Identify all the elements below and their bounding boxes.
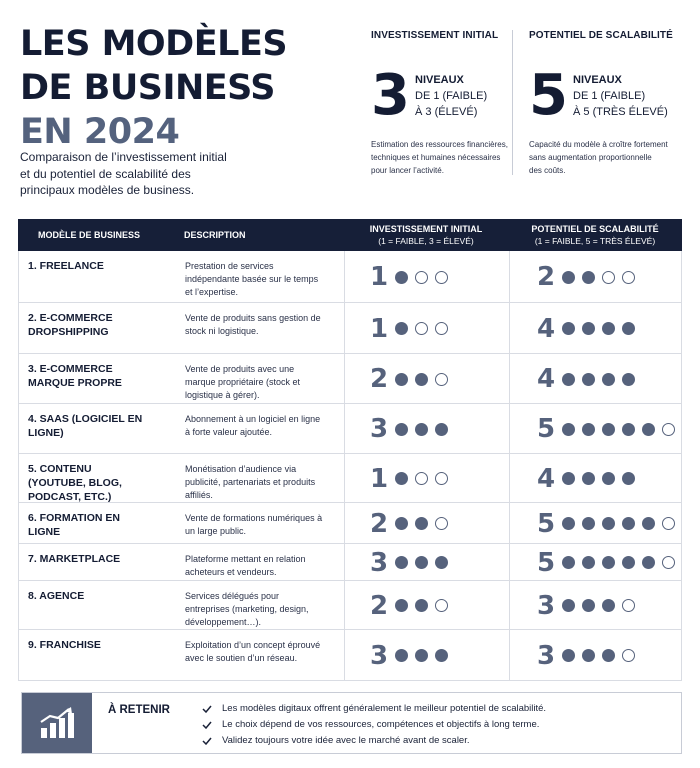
filled-dot-icon — [642, 423, 655, 436]
column-divider — [344, 404, 345, 453]
scalability-score-number: 3 — [536, 640, 556, 671]
column-divider — [344, 544, 345, 580]
investment-score — [368, 264, 455, 290]
investment-score-number: 1 — [369, 463, 389, 494]
column-divider — [344, 630, 345, 680]
filled-dot-icon — [602, 322, 615, 335]
model-description: Vente de produits sans gestion de stock ni logistique. — [185, 313, 321, 336]
empty-dot-icon — [622, 649, 635, 662]
scalability-legend — [529, 30, 689, 175]
investment-note — [371, 138, 508, 177]
model-name: 1. FREELANCE — [28, 260, 104, 272]
filled-dot-icon — [642, 556, 655, 569]
column-header-scalability-scale: (1 = FAIBLE, 5 = TRÈS ÉLEVÉ) — [534, 236, 656, 246]
filled-dot-icon — [582, 517, 595, 530]
filled-dot-icon — [622, 423, 635, 436]
filled-dot-icon — [642, 517, 655, 530]
scalability-score — [535, 416, 682, 442]
column-header-model-label: MODÈLE DE BUSINESS — [38, 230, 141, 240]
column-header-scalability — [510, 219, 680, 251]
column-divider — [344, 503, 345, 543]
key-takeaways-title: À RETENIR — [108, 704, 170, 716]
filled-dot-icon — [562, 517, 575, 530]
scalability-score-number: 5 — [536, 414, 556, 444]
model-name: 8. AGENCE — [28, 590, 85, 602]
investment-score-number: 1 — [369, 262, 389, 292]
empty-dot-icon — [415, 322, 428, 335]
filled-dot-icon — [415, 373, 428, 386]
model-name: 7. MARKETPLACE — [28, 553, 121, 565]
investment-note-line1: Estimation des ressources financières, — [371, 140, 508, 149]
empty-dot-icon — [415, 271, 428, 284]
investment-score — [368, 463, 455, 494]
investment-score — [368, 366, 455, 392]
filled-dot-icon — [415, 556, 428, 569]
filled-dot-icon — [602, 599, 615, 612]
filled-dot-icon — [582, 599, 595, 612]
column-divider — [509, 581, 510, 629]
empty-dot-icon — [622, 271, 635, 284]
investment-levels-count: 3 — [371, 63, 410, 128]
title-line-2: DE BUSINESS — [20, 68, 276, 108]
key-takeaways-box — [21, 692, 682, 754]
filled-dot-icon — [395, 322, 408, 335]
scalability-levels-line2: À 5 (TRÈS ÉLEVÉ) — [573, 106, 668, 118]
model-name: 9. FRANCHISE — [28, 639, 101, 651]
model-description: Abonnement à un logiciel en ligne à forte valeur ajoutée. — [185, 414, 321, 437]
filled-dot-icon — [395, 649, 408, 662]
model-description: Vente de produits avec une marque propriétaire (stock et logistique à gérer). — [185, 364, 301, 400]
filled-dot-icon — [582, 423, 595, 436]
takeaway-text: Le choix dépend de vos ressources, compétences et objectifs à long terme. — [222, 719, 540, 730]
scalability-score-number: 3 — [536, 590, 556, 621]
scalability-score — [535, 590, 642, 621]
takeaway-item — [202, 733, 546, 749]
empty-dot-icon — [662, 423, 675, 436]
table-row — [18, 354, 682, 404]
investment-legend-label: INVESTISSEMENT INITIAL — [371, 30, 499, 41]
scalability-score — [535, 640, 642, 671]
investment-score — [368, 640, 455, 671]
scalability-score-number: 4 — [536, 364, 556, 394]
empty-dot-icon — [435, 599, 448, 612]
filled-dot-icon — [395, 599, 408, 612]
investment-score — [368, 508, 455, 539]
column-header-scalability-label: POTENTIEL DE SCALABILITÉ — [531, 224, 659, 234]
model-name: 5. CONTENU (YOUTUBE, BLOG, PODCAST, ETC.) — [28, 463, 122, 503]
key-takeaways-list — [202, 701, 546, 749]
investment-score — [368, 416, 455, 442]
column-divider — [509, 404, 510, 453]
filled-dot-icon — [602, 472, 615, 485]
column-header-model — [38, 219, 168, 251]
filled-dot-icon — [582, 472, 595, 485]
investment-score-number: 3 — [369, 547, 389, 578]
check-icon — [202, 705, 216, 713]
column-divider — [509, 251, 510, 302]
scalability-score — [535, 547, 682, 578]
model-description: Vente de formations numériques à un large public. — [185, 513, 323, 536]
filled-dot-icon — [582, 373, 595, 386]
column-divider — [509, 630, 510, 680]
filled-dot-icon — [622, 556, 635, 569]
table-row — [18, 251, 682, 303]
column-divider — [509, 354, 510, 403]
investment-score — [368, 313, 455, 344]
filled-dot-icon — [395, 423, 408, 436]
title-line-1: LES MODÈLES — [20, 24, 288, 64]
check-icon — [202, 721, 216, 729]
page-title — [20, 22, 320, 154]
empty-dot-icon — [435, 322, 448, 335]
scalability-score — [535, 313, 642, 344]
investment-levels-line1: DE 1 (FAIBLE) — [415, 90, 488, 102]
scalability-score-number: 5 — [536, 547, 556, 578]
column-divider — [344, 581, 345, 629]
filled-dot-icon — [582, 322, 595, 335]
page-subtitle: Comparaison de l’investissement initial et du potentiel de scalabilité des principaux modèles de business. — [20, 150, 227, 197]
investment-legend — [371, 30, 511, 175]
filled-dot-icon — [562, 373, 575, 386]
model-name: 6. FORMATION EN LIGNE — [28, 512, 120, 538]
filled-dot-icon — [415, 423, 428, 436]
model-description: Plateforme mettant en relation acheteurs et vendeurs. — [185, 554, 306, 577]
filled-dot-icon — [602, 556, 615, 569]
takeaway-item — [202, 717, 546, 733]
column-divider — [344, 354, 345, 403]
investment-note-line3: pour lancer l’activité. — [371, 166, 444, 175]
column-header-investment — [344, 219, 508, 251]
filled-dot-icon — [622, 472, 635, 485]
model-description: Monétisation d’audience via publicité, partenariats et produits affiliés. — [185, 464, 316, 500]
scalability-score — [535, 508, 682, 539]
scalability-score-number: 4 — [536, 463, 556, 494]
table-row — [18, 503, 682, 544]
empty-dot-icon — [622, 599, 635, 612]
investment-score-number: 1 — [369, 313, 389, 344]
filled-dot-icon — [602, 517, 615, 530]
investment-levels-title: NIVEAUX — [415, 74, 464, 86]
scalability-note — [529, 138, 668, 177]
column-divider — [344, 303, 345, 353]
investment-levels-text — [415, 72, 487, 120]
column-header-investment-scale: (1 = FAIBLE, 3 = ÉLEVÉ) — [378, 236, 474, 246]
filled-dot-icon — [562, 649, 575, 662]
empty-dot-icon — [435, 373, 448, 386]
filled-dot-icon — [562, 599, 575, 612]
scalability-levels-count: 5 — [529, 63, 568, 128]
scalability-note-line3: des coûts. — [529, 166, 566, 175]
investment-note-line2: techniques et humaines nécessaires — [371, 153, 501, 162]
table-body — [18, 251, 682, 681]
filled-dot-icon — [562, 472, 575, 485]
filled-dot-icon — [562, 556, 575, 569]
filled-dot-icon — [395, 556, 408, 569]
filled-dot-icon — [582, 271, 595, 284]
scalability-levels-text — [573, 72, 668, 120]
empty-dot-icon — [415, 472, 428, 485]
column-divider — [509, 503, 510, 543]
column-divider — [509, 303, 510, 353]
empty-dot-icon — [435, 517, 448, 530]
model-name: 4. SAAS (LOGICIEL EN LIGNE) — [28, 413, 143, 439]
comparison-table — [18, 219, 682, 681]
scalability-score-number: 4 — [536, 313, 556, 344]
filled-dot-icon — [602, 423, 615, 436]
scalability-score — [535, 463, 642, 494]
investment-score-number: 3 — [369, 640, 389, 671]
empty-dot-icon — [435, 472, 448, 485]
table-row — [18, 544, 682, 581]
scalability-levels-line1: DE 1 (FAIBLE) — [573, 90, 646, 102]
takeaway-text: Les modèles digitaux offrent généralement le meilleur potentiel de scalabilité. — [222, 703, 547, 714]
column-divider — [509, 544, 510, 580]
table-row — [18, 303, 682, 354]
table-header — [18, 219, 682, 251]
takeaway-text: Validez toujours votre idée avec le marché avant de scaler. — [222, 735, 470, 746]
filled-dot-icon — [395, 472, 408, 485]
filled-dot-icon — [395, 271, 408, 284]
filled-dot-icon — [622, 517, 635, 530]
column-header-description-label: DESCRIPTION — [184, 230, 246, 240]
filled-dot-icon — [562, 423, 575, 436]
filled-dot-icon — [622, 373, 635, 386]
column-header-description — [184, 219, 334, 251]
filled-dot-icon — [562, 322, 575, 335]
model-name: 3. E-COMMERCE MARQUE PROPRE — [28, 363, 122, 389]
column-divider — [509, 454, 510, 502]
investment-score-number: 2 — [369, 508, 389, 539]
empty-dot-icon — [602, 271, 615, 284]
filled-dot-icon — [622, 322, 635, 335]
column-header-investment-label: INVESTISSEMENT INITIAL — [369, 224, 483, 234]
header-divider — [512, 30, 513, 175]
scalability-score-number: 5 — [536, 508, 556, 539]
investment-score — [368, 547, 455, 578]
filled-dot-icon — [602, 373, 615, 386]
table-row — [18, 454, 682, 503]
scalability-score-number: 2 — [536, 262, 556, 292]
scalability-note-line2: sans augmentation proportionnelle — [529, 153, 652, 162]
table-row — [18, 404, 682, 454]
filled-dot-icon — [562, 271, 575, 284]
filled-dot-icon — [395, 517, 408, 530]
investment-score-number: 2 — [369, 590, 389, 621]
filled-dot-icon — [395, 373, 408, 386]
filled-dot-icon — [435, 556, 448, 569]
investment-levels-line2: À 3 (ÉLEVÉ) — [415, 106, 478, 118]
table-row — [18, 630, 682, 681]
filled-dot-icon — [435, 423, 448, 436]
column-divider — [344, 454, 345, 502]
empty-dot-icon — [662, 556, 675, 569]
filled-dot-icon — [415, 649, 428, 662]
filled-dot-icon — [415, 517, 428, 530]
investment-score-number: 2 — [369, 364, 389, 394]
scalability-note-line1: Capacité du modèle à croître fortement — [529, 140, 668, 149]
scalability-score — [535, 366, 642, 392]
scalability-levels-title: NIVEAUX — [573, 74, 622, 86]
empty-dot-icon — [662, 517, 675, 530]
title-line-3: EN 2024 — [20, 112, 180, 152]
filled-dot-icon — [602, 649, 615, 662]
model-description: Services délégués pour entreprises (marketing, design, développement…). — [185, 591, 309, 627]
growth-chart-icon — [22, 693, 92, 753]
empty-dot-icon — [435, 271, 448, 284]
scalability-legend-label: POTENTIEL DE SCALABILITÉ — [529, 30, 673, 41]
filled-dot-icon — [435, 649, 448, 662]
model-name: 2. E-COMMERCE DROPSHIPPING — [28, 312, 113, 338]
column-divider — [344, 251, 345, 302]
investment-score — [368, 590, 455, 621]
check-icon — [202, 737, 216, 745]
investment-score-number: 3 — [369, 414, 389, 444]
filled-dot-icon — [582, 649, 595, 662]
model-description: Prestation de services indépendante basée sur le temps et l’expertise. — [185, 261, 319, 297]
takeaway-item — [202, 701, 546, 717]
scalability-score — [535, 264, 642, 290]
table-row — [18, 581, 682, 630]
filled-dot-icon — [415, 599, 428, 612]
model-description: Exploitation d’un concept éprouvé avec le soutien d’un réseau. — [185, 640, 321, 663]
filled-dot-icon — [582, 556, 595, 569]
